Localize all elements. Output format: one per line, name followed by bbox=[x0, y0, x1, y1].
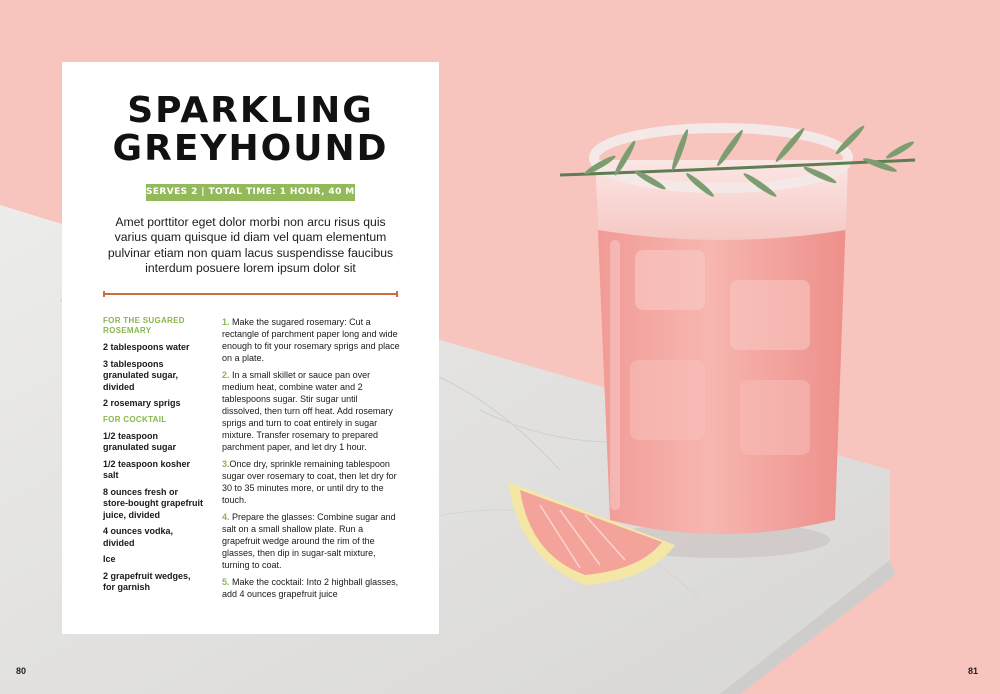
step-text: In a small skillet or sauce pan over medium heat, combine water and 2 tablespoons sugar. Stir sugar until dissolved, then turn off heat. Add rosemary sprigs and turn to coat entirely in sugar mixture. Transfer rosemary to prepared parchment paper, and let dry 1 hour. bbox=[222, 370, 393, 452]
method-step bbox=[222, 511, 400, 571]
ingredient-item: 4 ounces vodka, divided bbox=[103, 526, 174, 548]
method-steps bbox=[222, 316, 400, 605]
step-number: 3. bbox=[222, 459, 230, 469]
step-text: Make the sugared rosemary: Cut a rectangle of parchment paper long and wide enough to fit your rosemary sprigs and place on a plate. bbox=[222, 317, 400, 363]
ingredients-section-heading: FOR THE SUGARED ROSEMARY bbox=[103, 316, 185, 335]
method-step bbox=[222, 576, 400, 600]
ingredient-item: 3 tablespoons granulated sugar, divided bbox=[103, 358, 179, 392]
ingredient-item: 1/2 teaspoon kosher salt bbox=[103, 458, 191, 480]
step-text: Once dry, sprinkle remaining tablespoon sugar over rosemary to coat, then let dry for 30 to 35 minutes more, or until dry to the touch. bbox=[222, 459, 397, 505]
step-number: 5. bbox=[222, 577, 230, 587]
step-text: Make the cocktail: Into 2 highball glasses, add 4 ounces grapefruit juice bbox=[222, 577, 399, 599]
recipe-title bbox=[62, 92, 439, 168]
step-number: 1. bbox=[222, 317, 230, 327]
step-number: 4. bbox=[222, 512, 230, 522]
ingredient-item: Ice bbox=[103, 554, 116, 564]
recipe-card bbox=[62, 62, 439, 634]
method-step bbox=[222, 458, 400, 506]
ingredient-item: 1/2 teaspoon granulated sugar bbox=[103, 430, 177, 452]
method-step bbox=[222, 369, 400, 453]
method-step bbox=[222, 316, 400, 364]
ingredients-list bbox=[103, 316, 203, 599]
page-number-right: 81 bbox=[968, 666, 979, 676]
page-number-left: 80 bbox=[16, 666, 27, 676]
ingredient-item: 2 grapefruit wedges, for garnish bbox=[103, 570, 191, 592]
ingredient-item: 8 ounces fresh or store-bought grapefruit juice, divided bbox=[103, 486, 203, 520]
recipe-intro: Amet porttitor eget dolor morbi non arcu risus quis varius quam quisque id diam vel quam elementum pulvinar etiam non quam lacus suspendisse faucibus interdum posuere lorem ipsum dolor sit bbox=[107, 215, 394, 275]
ingredient-item: 2 rosemary sprigs bbox=[103, 398, 181, 408]
step-number: 2. bbox=[222, 370, 230, 380]
ingredients-section-heading: FOR COCKTAIL bbox=[103, 414, 167, 424]
title-line-2: GREYHOUND bbox=[112, 128, 389, 169]
serves-badge: SERVES 2 | TOTAL TIME: 1 HOUR, 40 MINS bbox=[146, 184, 355, 201]
section-divider bbox=[103, 293, 398, 295]
title-line-1: SPARKLING bbox=[127, 90, 374, 131]
ingredient-item: 2 tablespoons water bbox=[103, 342, 190, 352]
step-text: Prepare the glasses: Combine sugar and salt on a small shallow plate. Run a grapefruit wedge around the rim of the glasses, then dip in sugar-salt mixture, turning to coat. bbox=[222, 512, 396, 570]
